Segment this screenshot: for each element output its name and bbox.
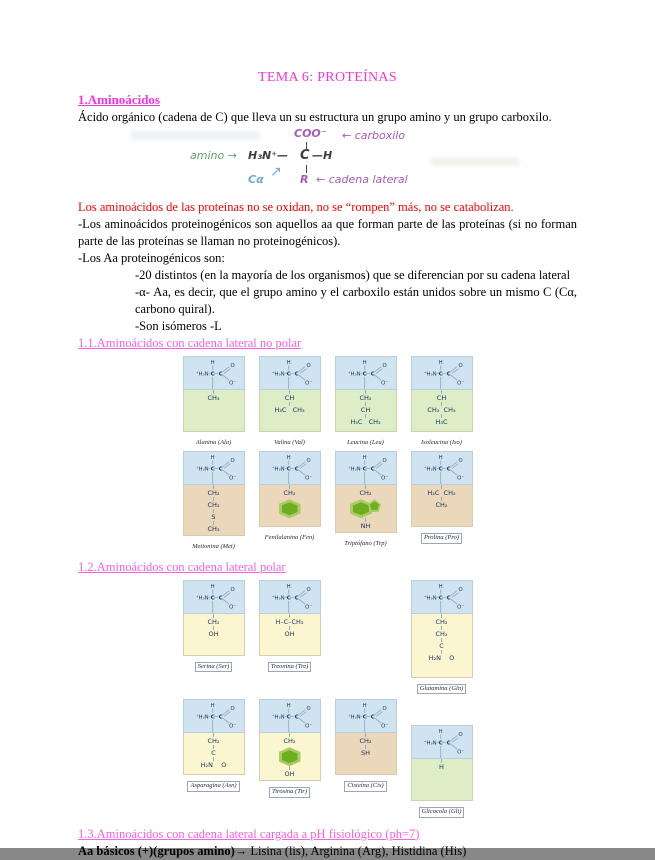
svg-text:H: H: [286, 703, 291, 710]
svg-text:O⁻: O⁻: [304, 604, 312, 611]
svg-text:O⁻: O⁻: [304, 380, 312, 387]
backbone-structure: [411, 580, 473, 614]
side-chain-formula: H: [413, 759, 471, 771]
amino-note: amino →: [190, 148, 237, 162]
svg-text:C: C: [210, 714, 215, 721]
svg-text:C: C: [362, 714, 367, 721]
svg-text:O: O: [230, 705, 235, 712]
side-chain-formula: CH: [413, 390, 471, 402]
amino-acid-caption: Asparagina (Asn): [187, 781, 239, 792]
amino-acid-card: [183, 451, 245, 551]
svg-text:⁺H₃N: ⁺H₃N: [347, 466, 361, 473]
backbone-structure: [335, 451, 397, 485]
side-chain-r-label: R: [300, 172, 309, 186]
svg-text:O⁻: O⁻: [228, 604, 236, 611]
page-bleedthrough: [130, 131, 260, 140]
svg-text:C: C: [370, 714, 375, 721]
amino-acid-caption: Valina (Val): [274, 438, 305, 446]
svg-text:H: H: [362, 455, 367, 462]
svg-text:⁺H₃N: ⁺H₃N: [347, 371, 361, 378]
side-chain-formula: CH₂: [185, 614, 243, 626]
svg-text:H: H: [210, 359, 215, 366]
side-chain-area: [183, 614, 245, 656]
red-note: Los aminoácidos de las proteínas no se oxidan, no se “rompen” más, no se catabolizan.: [78, 199, 514, 214]
svg-text:O: O: [458, 362, 463, 369]
side-chain-formula: SH: [337, 745, 395, 757]
side-chain-area: [183, 485, 245, 536]
svg-text:C: C: [446, 595, 451, 602]
svg-text:⁺H₃N: ⁺H₃N: [271, 466, 285, 473]
amino-acid-caption: Leucina (Leu): [347, 438, 384, 446]
svg-text:C: C: [210, 466, 215, 473]
svg-text:C: C: [210, 595, 215, 602]
svg-text:C: C: [438, 595, 443, 602]
svg-text:⁺H₃N: ⁺H₃N: [347, 714, 361, 721]
backbone-structure: [259, 451, 321, 485]
side-chain-formula: CH: [261, 390, 319, 402]
nonpolar-amino-acid-grid: [78, 356, 577, 551]
amino-acid-caption: Isoleucina (Iso): [421, 438, 462, 446]
svg-text:C: C: [370, 371, 375, 378]
svg-text:C: C: [370, 466, 375, 473]
carboxyl-group-label: COO⁻: [294, 126, 327, 140]
svg-text:C: C: [210, 371, 215, 378]
amino-acid-card: [259, 356, 321, 447]
svg-text:O: O: [382, 705, 387, 712]
side-chain-formula: CH₂: [413, 626, 471, 638]
backbone-structure: [259, 356, 321, 390]
side-chain-formula: OH: [261, 766, 319, 778]
side-chain-area: [183, 390, 245, 432]
svg-text:C: C: [218, 371, 223, 378]
amino-acid-caption: Alanina (Ala): [195, 438, 232, 446]
page-bleedthrough: [430, 157, 520, 166]
svg-text:O⁻: O⁻: [380, 723, 388, 730]
benzene-ring-icon: [261, 747, 319, 766]
svg-text:O⁻: O⁻: [456, 475, 464, 482]
side-chain-formula: CH₂: [337, 485, 395, 497]
page-title: TEMA 6: PROTEÍNAS: [258, 70, 397, 85]
side-chain-area: [411, 759, 473, 801]
amino-acid-row: [183, 580, 473, 695]
amino-acid-caption: Fenilalanina (Fen): [264, 534, 315, 542]
svg-text:C: C: [286, 714, 291, 721]
backbone-structure: [335, 356, 397, 390]
bullet-block: [135, 267, 577, 335]
heading-nonpolar: 1.1.Aminoácidos con cadena lateral no polar: [78, 335, 302, 350]
side-chain-formula: CH₂: [185, 497, 243, 509]
side-chain-area: [259, 733, 321, 781]
svg-text:O⁻: O⁻: [456, 749, 464, 756]
side-chain-formula: H₂C CH₂: [413, 485, 471, 497]
side-chain-formula: CH: [337, 402, 395, 414]
amino-acid-card: [411, 356, 473, 447]
amino-acid-card: [335, 451, 397, 548]
svg-text:C: C: [286, 595, 291, 602]
side-chain-formula: H₂N O: [413, 650, 471, 662]
svg-text:O⁻: O⁻: [456, 604, 464, 611]
intro-paragraph: Ácido orgánico (cadena de C) que lleva un su estructura un grupo amino y un grupo carboxilo.: [78, 109, 552, 124]
svg-text:O⁻: O⁻: [304, 475, 312, 482]
side-chain-area: [183, 733, 245, 775]
svg-text:O: O: [382, 362, 387, 369]
amino-acid-card: [183, 580, 245, 673]
amino-acid-caption: Tirosina (Tir): [269, 787, 310, 798]
amino-acid-card: [411, 580, 473, 695]
svg-text:⁺H₃N: ⁺H₃N: [195, 714, 209, 721]
side-chain-formula: OH: [261, 626, 319, 638]
svg-text:H: H: [286, 455, 291, 462]
benzene-ring-icon: [261, 499, 319, 518]
amino-acid-row: [183, 451, 473, 551]
svg-text:O: O: [458, 586, 463, 593]
svg-text:C: C: [294, 595, 299, 602]
svg-text:C: C: [446, 466, 451, 473]
backbone-structure: [183, 580, 245, 614]
amino-acid-caption: Treonina (Tre): [268, 662, 312, 673]
side-chain-formula: S: [185, 509, 243, 521]
svg-text:C: C: [294, 466, 299, 473]
svg-text:C: C: [294, 714, 299, 721]
side-chain-note: ← cadena lateral: [316, 172, 408, 186]
side-chain-formula: CH₂: [337, 733, 395, 745]
svg-text:C: C: [218, 714, 223, 721]
svg-text:O⁻: O⁻: [456, 380, 464, 387]
svg-text:⁺H₃N: ⁺H₃N: [423, 466, 437, 473]
svg-text:O: O: [306, 705, 311, 712]
backbone-structure: [411, 451, 473, 485]
svg-text:O⁻: O⁻: [304, 723, 312, 730]
svg-text:⁺H₃N: ⁺H₃N: [195, 466, 209, 473]
side-chain-formula: CH₃: [185, 390, 243, 402]
backbone-structure: [183, 699, 245, 733]
amino-acid-card: [411, 725, 473, 818]
svg-text:C: C: [362, 466, 367, 473]
svg-text:C: C: [446, 371, 451, 378]
side-chain-area: [335, 390, 397, 432]
svg-text:C: C: [218, 466, 223, 473]
svg-text:C: C: [438, 740, 443, 747]
side-chain-formula: H₃C CH₃: [337, 414, 395, 426]
side-chain-formula: CH₃: [185, 521, 243, 533]
svg-text:O: O: [382, 457, 387, 464]
basic-aa-line: [78, 843, 577, 860]
side-chain-area: [259, 390, 321, 432]
c-alpha-label: Cα: [248, 172, 264, 186]
amino-acid-card: [183, 699, 245, 792]
side-chain-formula: CH₂: [185, 485, 243, 497]
backbone-structure: [259, 699, 321, 733]
svg-text:H: H: [210, 583, 215, 590]
bullet-item: -Son isómeros -L: [135, 318, 222, 333]
svg-text:O⁻: O⁻: [228, 723, 236, 730]
side-chain-formula: H–C–CH₃: [261, 614, 319, 626]
amino-acid-card: [335, 699, 397, 792]
svg-text:H: H: [362, 359, 367, 366]
bond-line: [306, 165, 307, 173]
svg-text:O⁻: O⁻: [380, 475, 388, 482]
svg-text:O: O: [306, 362, 311, 369]
amino-acid-caption: Prolina (Pro): [421, 533, 462, 544]
bullet-item: -20 distintos (en la mayoría de los organismos) que se diferencian por su cadena lateral: [135, 267, 571, 282]
svg-text:O⁻: O⁻: [228, 475, 236, 482]
side-chain-area: [259, 485, 321, 527]
svg-text:C: C: [362, 371, 367, 378]
svg-text:H: H: [438, 359, 443, 366]
backbone-structure: [259, 580, 321, 614]
amino-acid-caption: Cisteína (Cis): [344, 781, 386, 792]
proteinogenic-paragraph: -Los aminoácidos proteinogénicos son aquellos aa que forman parte de las proteínas (si no forman parte de las proteínas se llaman no proteinogénicos).: [78, 216, 577, 248]
side-chain-formula: CH₂: [261, 733, 319, 745]
svg-text:⁺H₃N: ⁺H₃N: [195, 595, 209, 602]
amino-acid-card: [259, 580, 321, 673]
bullet-item: -α- Aa, es decir, que el grupo amino y el carboxilo están unidos sobre un mismo C (Cα, carbono quiral).: [135, 284, 577, 316]
amino-acid-caption: Triptófano (Trp): [344, 540, 387, 548]
side-chain-formula: C: [413, 638, 471, 650]
svg-text:O⁻: O⁻: [228, 380, 236, 387]
svg-text:C: C: [438, 466, 443, 473]
side-chain-area: [259, 614, 321, 656]
amino-acid-card: [259, 699, 321, 798]
amino-acid-caption: Glutamina (Gln): [417, 684, 467, 695]
amine-group-label: H₃N⁺—: [248, 148, 289, 162]
svg-text:⁺H₃N: ⁺H₃N: [271, 714, 285, 721]
svg-text:H: H: [438, 729, 443, 736]
svg-text:H: H: [210, 455, 215, 462]
svg-text:⁺H₃N: ⁺H₃N: [423, 595, 437, 602]
backbone-structure: [411, 356, 473, 390]
amino-acid-row: [183, 699, 473, 818]
backbone-structure: [335, 699, 397, 733]
amino-acid-hand-drawing: [190, 126, 530, 193]
side-chain-area: [335, 485, 397, 533]
backbone-structure: [411, 725, 473, 759]
heading-charged: 1.3.Aminoácidos con cadena lateral cargada a pH fisiológico (ph=7): [78, 826, 420, 841]
amino-acid-card: [183, 356, 245, 447]
amino-acid-card: [259, 451, 321, 542]
amino-acid-caption: Glicocola (Gli): [419, 807, 465, 818]
proteinogenic-list-intro: -Los Aa proteinogénicos son:: [78, 250, 225, 265]
svg-text:O: O: [306, 586, 311, 593]
svg-text:⁺H₃N: ⁺H₃N: [195, 371, 209, 378]
svg-text:O: O: [230, 457, 235, 464]
svg-text:C: C: [294, 371, 299, 378]
side-chain-area: [411, 390, 473, 432]
backbone-structure: [183, 451, 245, 485]
heading-aminoacidos: 1.Aminoácidos: [78, 92, 160, 108]
carboxyl-note: ← carboxilo: [342, 128, 406, 142]
side-chain-formula: CH₂: [413, 497, 471, 509]
hydrogen-label: —H: [312, 148, 333, 162]
svg-text:H: H: [286, 359, 291, 366]
svg-text:⁺H₃N: ⁺H₃N: [271, 371, 285, 378]
svg-text:C: C: [286, 466, 291, 473]
svg-text:H: H: [286, 583, 291, 590]
svg-text:⁺H₃N: ⁺H₃N: [423, 371, 437, 378]
svg-text:O: O: [458, 457, 463, 464]
side-chain-area: [335, 733, 397, 775]
svg-text:C: C: [438, 371, 443, 378]
svg-text:O: O: [230, 362, 235, 369]
alpha-carbon-atom: C: [300, 147, 310, 163]
side-chain-formula: H₃C CH₃: [261, 402, 319, 414]
svg-text:⁺H₃N: ⁺H₃N: [423, 740, 437, 747]
svg-text:O: O: [458, 731, 463, 738]
amino-acid-row: [183, 356, 473, 447]
svg-text:H: H: [438, 583, 443, 590]
svg-text:H: H: [438, 455, 443, 462]
polar-amino-acid-grid: [78, 580, 577, 818]
side-chain-formula: CH₂: [413, 614, 471, 626]
svg-text:C: C: [218, 595, 223, 602]
amino-acid-card: [335, 356, 397, 447]
svg-text:⁺H₃N: ⁺H₃N: [271, 595, 285, 602]
side-chain-formula: H₃C: [413, 414, 471, 426]
side-chain-area: [411, 485, 473, 527]
amino-acid-caption: Serina (Ser): [195, 662, 233, 673]
svg-text:C: C: [286, 371, 291, 378]
amino-acid-card: [411, 451, 473, 544]
svg-text:H: H: [210, 703, 215, 710]
side-chain-formula: CH₂: [337, 390, 395, 402]
side-chain-formula: OH: [185, 626, 243, 638]
svg-text:H: H: [362, 703, 367, 710]
side-chain-formula: NH: [337, 518, 395, 530]
amino-acid-caption: Metionina (Met): [192, 543, 235, 551]
svg-text:C: C: [446, 740, 451, 747]
side-chain-formula: CH₂: [261, 485, 319, 497]
side-chain-formula: C: [185, 745, 243, 757]
side-chain-area: [411, 614, 473, 678]
arrow-icon: ↗: [270, 163, 282, 180]
backbone-structure: [183, 356, 245, 390]
indole-ring-icon: [337, 499, 395, 518]
svg-text:O⁻: O⁻: [380, 380, 388, 387]
svg-text:O: O: [306, 457, 311, 464]
side-chain-formula: H₂N O: [185, 757, 243, 769]
heading-polar: 1.2.Aminoácidos con cadena lateral polar: [78, 559, 286, 574]
basic-aa-lead: Aa básicos (+)(grupos amino)→: [78, 843, 248, 858]
side-chain-formula: CH₂ CH₃: [413, 402, 471, 414]
side-chain-formula: CH₂: [185, 733, 243, 745]
basic-aa-list: Lisina (lis), Arginina (Arg), Histidina (His): [247, 843, 467, 858]
svg-text:O: O: [230, 586, 235, 593]
